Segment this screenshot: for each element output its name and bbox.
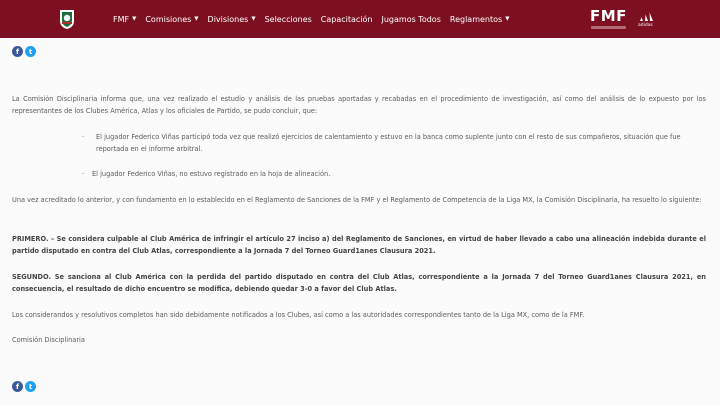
chevron-down-icon: ▼ bbox=[132, 16, 137, 22]
article-primero: PRIMERO. – Se considera culpable al Club América de infringir el artículo 27 inciso a) del Reglamento de Sanciones, en virtud de haber llevado a cabo una alineación indebida durante el partido disputado en contra del Club Atlas, correspondiente a la Jornada 7 del Torneo Guard1anes Clausura 2021. bbox=[12, 235, 706, 255]
nav-item-fmf[interactable]: FMF ▼ bbox=[113, 14, 137, 24]
article-bullet-1: · El jugador Federico Viñas participó toda vez que realizó ejercicios de calentamiento y estuvo en la banca como suplente junto con el resto de sus compañeros, situación que fue reportada en el informe arbitral. bbox=[82, 133, 681, 153]
article-paragraph-2: Una vez acreditado lo anterior, y con fundamento en lo establecido en el Reglamento de Sanciones de la FMF y el Reglamento de Competencia de la Liga MX, la Comisión Disciplinaria, ha resuelto lo siguiente: bbox=[12, 196, 702, 204]
article-closing: Los considerandos y resolutivos completos han sido debidamente notificados a los Clubes, así como a las autoridades correspondientes tanto de la Liga MX, como de la FMF. bbox=[12, 311, 585, 319]
twitter-share-icon[interactable]: t bbox=[25, 381, 36, 392]
top-navigation-bar bbox=[0, 0, 720, 38]
chevron-down-icon: ▼ bbox=[251, 16, 256, 22]
fmf-logo-subtitle-decoration bbox=[591, 26, 626, 29]
adidas-wordmark: adidas bbox=[638, 23, 653, 27]
nav-item-selecciones[interactable]: Selecciones bbox=[264, 14, 312, 24]
nav-item-capacitacion[interactable]: Capacitación bbox=[320, 14, 373, 24]
main-nav bbox=[113, 0, 509, 38]
twitter-share-icon[interactable]: t bbox=[25, 46, 36, 57]
nav-item-reglamentos[interactable]: Reglamentos ▼ bbox=[449, 14, 510, 24]
bullet-dot: · bbox=[82, 133, 85, 141]
nav-item-divisiones[interactable]: Divisiones ▼ bbox=[207, 14, 256, 24]
bullet-dot: · bbox=[82, 170, 85, 178]
fmf-logo[interactable]: FMF bbox=[590, 7, 627, 25]
share-buttons-bottom bbox=[12, 381, 36, 392]
nav-item-comisiones[interactable]: Comisiones ▼ bbox=[145, 14, 199, 24]
chevron-down-icon: ▼ bbox=[505, 16, 510, 22]
chevron-down-icon: ▼ bbox=[194, 16, 199, 22]
facebook-share-icon[interactable]: f bbox=[12, 46, 23, 57]
article-bullet-2: · El jugador Federico Viñas, no estuvo registrado en la hoja de alineación. bbox=[82, 170, 331, 178]
nav-item-jugamos-todos[interactable]: Jugamos Todos bbox=[381, 14, 441, 24]
article-intro: La Comisión Disciplinaria informa que, una vez realizado el estudio y análisis de las pruebas aportadas y recabadas en el procedimiento de investigación, así como del análisis de lo expuesto por los representantes de los Clubes América, Atlas y los oficiales de Partido, se pudo concluir, que: bbox=[12, 95, 706, 115]
article-signature: Comisión Disciplinaria bbox=[12, 336, 85, 344]
facebook-share-icon[interactable]: f bbox=[12, 381, 23, 392]
share-buttons-top bbox=[12, 46, 36, 57]
article-segundo: SEGUNDO. Se sanciona al Club América con la perdida del partido disputado en contra del Club Atlas, correspondiente a la Jornada 7 del Torneo Guard1anes Clausura 2021, en consecuencia, el resultado de dicho encuentro se modifica, debiendo quedar 3-0 a favor del Club Atlas. bbox=[12, 273, 706, 293]
fmf-crest-logo[interactable] bbox=[58, 8, 76, 30]
adidas-logo[interactable] bbox=[637, 11, 661, 27]
